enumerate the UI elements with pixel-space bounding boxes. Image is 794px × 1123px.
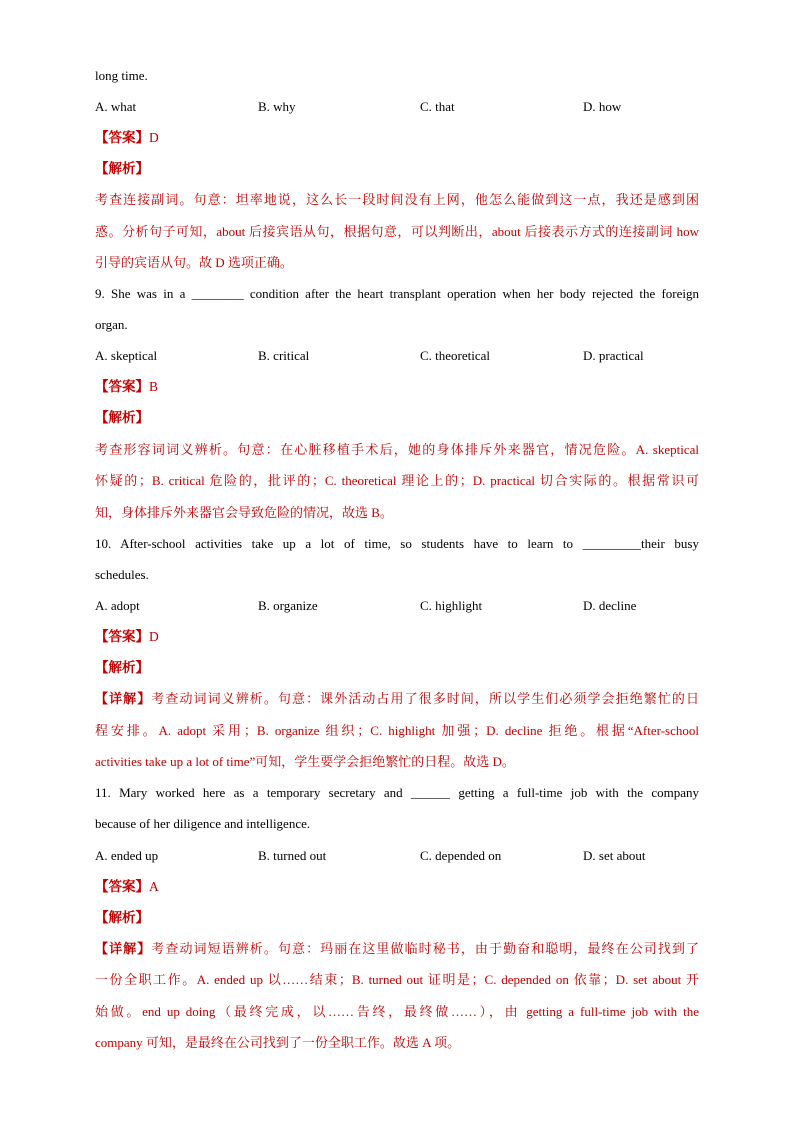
- answer-tag: 【答案】: [95, 130, 149, 145]
- q10-stem-line-2: schedules.: [95, 567, 149, 582]
- q10-option-c: C. highlight: [420, 598, 483, 613]
- q9-analysis-tag: 【解析】: [95, 410, 149, 425]
- q8-stem-end: long time.: [95, 68, 148, 83]
- q8-answer: [95, 130, 159, 146]
- q10-analysis-line-3: activities take up a lot of time”可知，学生要学会拒绝繁忙的日程。故选 D。: [95, 754, 515, 769]
- q11-option-b: B. turned out: [258, 848, 327, 863]
- q10-option-b: B. organize: [258, 598, 318, 613]
- q8-analysis-tag: 【解析】: [95, 161, 149, 176]
- q9-option-a: A. skeptical: [95, 348, 158, 363]
- q8-option-c: C. that: [420, 99, 455, 114]
- q10-option-d: D. decline: [583, 598, 637, 613]
- q11-stem-line-2: because of her diligence and intelligence.: [95, 816, 311, 831]
- q11-option-c: C. depended on: [420, 848, 502, 863]
- q9-option-b: B. critical: [258, 348, 310, 363]
- q8-option-d: D. how: [583, 99, 622, 114]
- detail-tag: 【详解】: [95, 691, 152, 706]
- q10-answer: 【答案】D: [95, 629, 159, 644]
- q11-analysis-line-3: 始做。end up doing（最终完成，以……告终，最终做……），由 getting a full-time job with the: [95, 1004, 699, 1019]
- q11-option-d: D. set about: [583, 848, 646, 863]
- q11-option-a: A. ended up: [95, 848, 159, 863]
- q8-analysis-line-1: 考查连接副词。句意：坦率地说，这么长一段时间没有上网，他怎么能做到这一点，我还是感到困: [95, 192, 699, 207]
- q11-stem-line-1: 11. Mary worked here as a temporary secretary and ______ getting a full-time job with the company: [95, 785, 699, 800]
- q11-analysis-line-1: 【详解】考查动词短语辨析。句意：玛丽在这里做临时秘书，由于勤奋和聪明，最终在公司找到了: [95, 941, 699, 956]
- q8-option-b: B. why: [258, 99, 296, 114]
- q9-analysis-line-1: 考查形容词词义辨析。句意：在心脏移植手术后，她的身体排斥外来器官，情况危险。A. skeptical: [95, 442, 699, 457]
- q9-analysis-line-3: 知，身体排斥外来器官会导致危险的情况，故选 B。: [95, 505, 393, 520]
- q10-analysis-line-1: 【详解】考查动词词义辨析。句意：课外活动占用了很多时间，所以学生们必须学会拒绝繁忙的日: [95, 691, 699, 706]
- q9-analysis-line-2: 怀疑的；B. critical 危险的，批评的；C. theoretical 理论上的；D. practical 切合实际的。根据常识可: [95, 473, 699, 488]
- q10-stem-line-1: 10. After-school activities take up a lot of time, so students have to learn to _________their busy: [95, 536, 699, 551]
- q9-stem-line-1: 9. She was in a ________ condition after the heart transplant operation when her body rejected the foreign: [95, 286, 699, 301]
- q9-option-c: C. theoretical: [420, 348, 491, 363]
- q9-answer: 【答案】B: [95, 379, 159, 394]
- q11-analysis-line-4: company 可知，是最终在公司找到了一份全职工作。故选 A 项。: [95, 1035, 461, 1050]
- q11-analysis-line-2: 一份全职工作。A. ended up 以……结束；B. turned out 证明是；C. depended on 依靠；D. set about 开: [95, 972, 699, 987]
- q8-analysis-line-2: 惑。分析句子可知，about 后接宾语从句，根据句意，可以判断出，about 后接表示方式的连接副词 how: [95, 224, 699, 239]
- answer-value: D: [149, 130, 159, 145]
- q9-option-d: D. practical: [583, 348, 644, 363]
- q8-analysis-line-3: 引导的宾语从句。故 D 选项正确。: [95, 255, 293, 270]
- q11-analysis-tag: 【解析】: [95, 910, 149, 925]
- q10-analysis-tag: 【解析】: [95, 660, 149, 675]
- detail-tag: 【详解】: [95, 941, 152, 956]
- q10-analysis-line-2: 程安排。A. adopt 采用；B. organize 组织；C. highlight 加强；D. decline 拒绝。根据“After-school: [95, 723, 699, 738]
- q8-option-a: A. what: [95, 99, 137, 114]
- q10-option-a: A. adopt: [95, 598, 140, 613]
- q11-answer: 【答案】A: [95, 879, 159, 894]
- q9-stem-line-2: organ.: [95, 317, 128, 332]
